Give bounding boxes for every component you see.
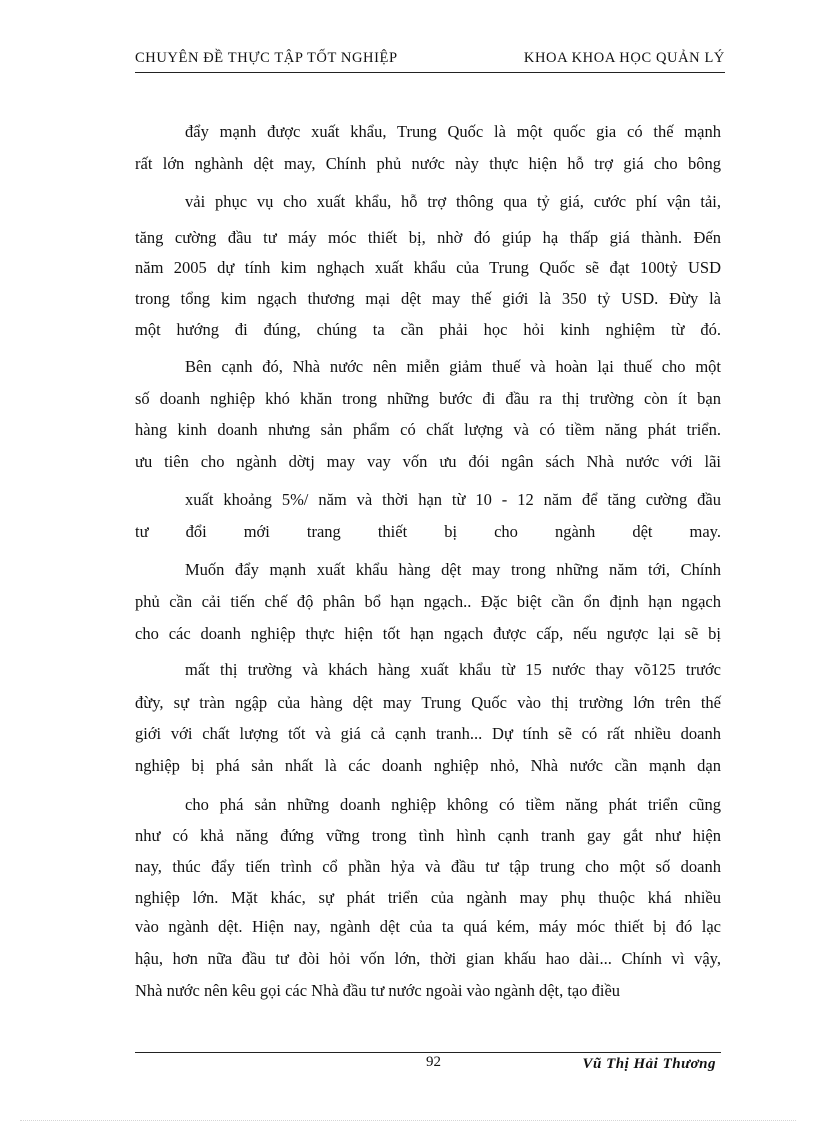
header-chapter-title: CHUYÊN ĐỀ THỰC TẬP TỐT NGHIỆP <box>135 50 398 66</box>
text-line: vải phục vụ cho xuất khẩu, hỗ trợ thông qua tỷ giá, cước phí vận tải, <box>185 192 721 211</box>
text-line: giới với chất lượng tốt và giá cả cạnh tranh... Dự tính sẽ có rất nhiều doanh <box>135 724 721 743</box>
text-line: phủ cần cải tiến chế độ phân bổ hạn ngạch.. Đặc biệt cần ổn định hạn ngạch <box>135 592 721 611</box>
text-line: mất thị trường và khách hàng xuất khẩu từ 15 nước thay võ125 trước <box>185 660 721 679</box>
text-line: như có khả năng đứng vững trong tình hình cạnh tranh gay gắt như hiện <box>135 826 721 845</box>
text-line: hàng kinh doanh nhưng sản phẩm có chất lượng và có tiềm năng phát triển. <box>135 420 721 439</box>
author-name: Vũ Thị Hải Thương <box>582 1056 716 1072</box>
footer-rule <box>135 1052 721 1053</box>
text-line: xuất khoảng 5%/ năm và thời hạn từ 10 - 12 năm để tăng cường đầu <box>185 490 721 509</box>
text-line: Nhà nước nên kêu gọi các Nhà đầu tư nước ngoài vào ngành dệt, tạo điều <box>135 981 621 1000</box>
text-line: vào ngành dệt. Hiện nay, ngành dệt của ta quá kém, máy móc thiết bị đó lạc <box>135 917 721 936</box>
text-line: nay, thúc đẩy tiến trình cổ phần hỷa và đầu tư tập trung cho một số doanh <box>135 857 721 876</box>
text-line: đừy, sự tràn ngập của hàng dệt may Trung Quốc vào thị trường lớn trên thế <box>135 693 721 712</box>
text-line: Bên cạnh đó, Nhà nước nên miễn giảm thuế và hoàn lại thuế cho một <box>185 357 721 376</box>
header-faculty-name: KHOA KHOA HỌC QUẢN LÝ <box>523 50 725 66</box>
text-line: năm 2005 dự tính kim nghạch xuất khẩu của Trung Quốc sẽ đạt 100tỷ USD <box>135 258 721 277</box>
text-line: nghiệp bị phá sản nhất là các doanh nghiệp nhỏ, Nhà nước cần mạnh dạn <box>135 756 721 775</box>
text-line: Muốn đẩy mạnh xuất khẩu hàng dệt may trong những năm tới, Chính <box>185 560 721 579</box>
text-line: hậu, hơn nữa đầu tư đòi hỏi vốn lớn, thời gian khấu hao dài... Chính vì vậy, <box>135 949 721 968</box>
text-line: tăng cường đầu tư máy móc thiết bị, nhờ đó giúp hạ thấp giá thành. Đến <box>135 228 721 247</box>
text-line: trong tổng kim ngạch thương mại dệt may thế giới là 350 tỷ USD. Đừy là <box>135 289 721 308</box>
text-line: cho các doanh nghiệp thực hiện tốt hạn ngạch được cấp, nếu ngược lại sẽ bị <box>135 624 721 643</box>
text-line: số doanh nghiệp khó khăn trong những bước đi đầu ra thị trường còn ít bạn <box>135 389 721 408</box>
text-line: nghiệp lớn. Mặt khác, sự phát triển của ngành may phụ thuộc khá nhiều <box>135 888 721 907</box>
page-number: 92 <box>426 1054 441 1070</box>
text-line: đẩy mạnh được xuất khẩu, Trung Quốc là một quốc gia có thế mạnh <box>185 122 721 141</box>
text-line: một hướng đi đúng, chúng ta cần phải học hỏi kinh nghiệm từ đó. <box>135 320 721 339</box>
text-line: tư đổi mới trang thiết bị cho ngành dệt may. <box>135 522 721 541</box>
text-line: ưu tiên cho ngành dờtj may vay vốn ưu đói ngân sách Nhà nước với lãi <box>135 452 721 471</box>
text-line: rất lớn nghành dệt may, Chính phủ nước này thực hiện hỗ trợ giá cho bông <box>135 154 721 173</box>
page-edge-divider <box>20 1120 796 1121</box>
text-line: cho phá sản những doanh nghiệp không có tiềm năng phát triển cũng <box>185 795 721 814</box>
